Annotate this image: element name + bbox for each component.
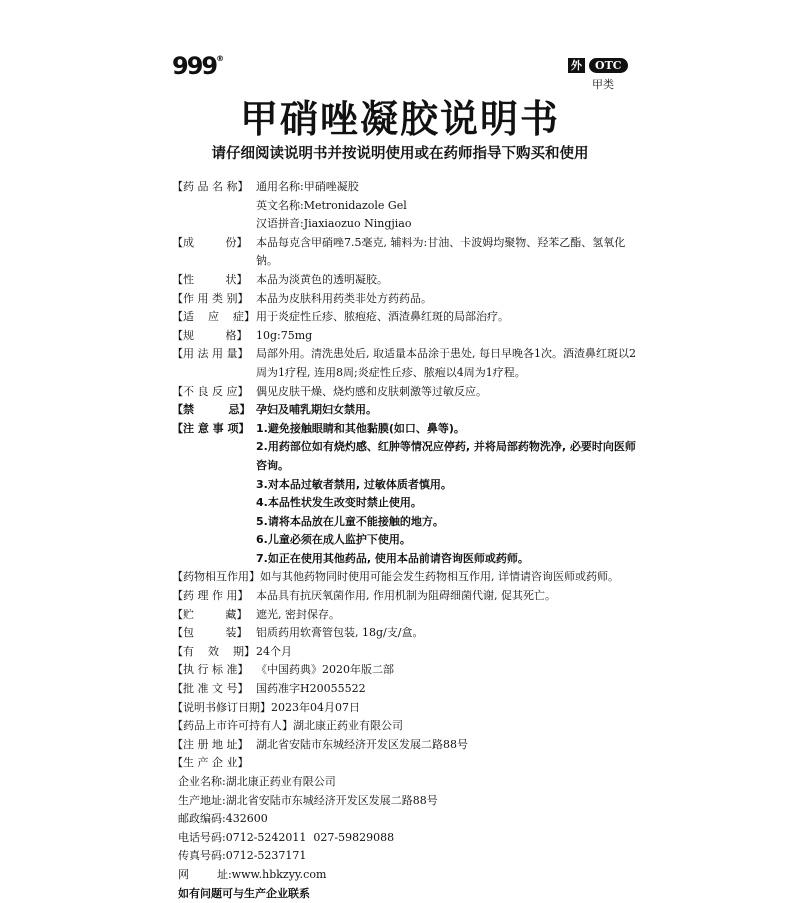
document-title: 甲硝唑凝胶说明书 <box>239 96 560 141</box>
precaution-item: 咨询。 <box>256 458 289 472</box>
section-value: 《中国药典》2020年版二部 <box>256 663 394 677</box>
section-label: 【注 意 事 项】 <box>172 421 250 435</box>
section-label: 【药品上市许可持有人】 <box>172 719 293 733</box>
english-name: 英文名称:Metronidazole Gel <box>256 198 407 212</box>
section-revision <box>172 699 642 718</box>
logo-text: 999 <box>172 52 217 80</box>
precaution-row <box>172 438 642 457</box>
manufacturer-address: 生产地址:湖北省安陆市东城经济开发区发展二路88号 <box>178 793 438 807</box>
contact-note <box>172 885 642 903</box>
section-ingredients <box>172 234 642 271</box>
manufacturer-name: 企业名称:湖北康正药业有限公司 <box>178 775 336 788</box>
section-value: 如与其他药物同时使用可能会发生药物相互作用, 详情请咨询医师或药师。 <box>260 570 619 584</box>
precaution-row <box>172 457 642 476</box>
section-label: 【执 行 标 准】 <box>172 663 249 677</box>
manufacturer-address-row <box>172 792 642 811</box>
section-label: 【禁 忌】 <box>172 403 251 417</box>
pinyin-name: 汉语拼音:Jiaxiaozuo Ningjiao <box>256 217 412 231</box>
section-manufacturer <box>172 754 642 773</box>
contact-note-text: 如有问题可与生产企业联系 <box>178 886 310 900</box>
section-label: 【性 状】 <box>172 272 248 286</box>
section-label: 【有 效 期】 <box>172 644 255 658</box>
precaution-item: 2.用药部位如有烧灼感、红肿等情况应停药, 并将局部药物洗净, 必要时向医师 <box>256 440 636 454</box>
manufacturer-website: 网 址:www.hbkzyy.com <box>178 867 327 881</box>
manufacturer-fax-row <box>172 847 642 866</box>
section-name <box>172 178 642 197</box>
section-label: 【药物相互作用】 <box>172 570 260 584</box>
section-value: 周为1疗程, 连用8周;炎症性丘疹、脓疱以4周为1疗程。 <box>256 365 526 379</box>
section-value: 用于炎症性丘疹、脓疱疮、酒渣鼻红斑的局部治疗。 <box>256 310 509 324</box>
section-storage <box>172 606 642 625</box>
precaution-item: 3.对本品过敏者禁用, 过敏体质者慎用。 <box>256 477 452 491</box>
section-label: 【不 良 反 应】 <box>172 384 249 398</box>
registered-mark: ® <box>216 54 225 63</box>
section-contraindications <box>172 401 642 420</box>
section-value: 本品每克含甲硝唑7.5毫克, 辅料为:甘油、卡波姆均聚物、羟苯乙酯、氢氧化钠。 <box>256 235 626 268</box>
english-name-row <box>172 197 642 216</box>
precaution-row <box>172 550 642 569</box>
precaution-item: 6.儿童必须在成人监护下使用。 <box>256 533 411 547</box>
section-value: 铝质药用软膏管包装, 18g/支/盒。 <box>256 626 424 640</box>
pinyin-row <box>172 215 642 234</box>
section-value: 局部外用。清洗患处后, 取适量本品涂于患处, 每日早晚各1次。酒渣鼻红斑以2 <box>256 347 636 361</box>
section-pharmacology <box>172 587 642 606</box>
section-specification <box>172 327 642 346</box>
section-label: 【成 份】 <box>172 235 248 249</box>
section-value: 孕妇及哺乳期妇女禁用。 <box>256 403 377 417</box>
section-value: 遮光, 密封保存。 <box>256 607 340 621</box>
section-value: 10g:75mg <box>256 328 313 342</box>
section-value: 偶见皮肤干燥、烧灼感和皮肤刺激等过敏反应。 <box>256 384 487 398</box>
precaution-item: 7.如正在使用其他药品, 使用本品前请咨询医师或药师。 <box>256 551 529 565</box>
manufacturer-fax: 传真号码:0712-5237171 <box>178 849 307 863</box>
section-standard <box>172 661 642 680</box>
section-package <box>172 624 642 643</box>
section-indications <box>172 308 642 327</box>
section-value: 湖北省安陆市东城经济开发区发展二路88号 <box>256 737 468 751</box>
section-label: 【作 用 类 别】 <box>172 291 249 305</box>
document-subtitle: 请仔细阅读说明书并按说明使用或在药师指导下购买和使用 <box>211 146 589 162</box>
section-value: 本品为皮肤科用药类非处方药药品。 <box>256 291 432 305</box>
section-dosage <box>172 345 642 364</box>
section-label: 【包 装】 <box>172 626 248 640</box>
precaution-row <box>172 513 642 532</box>
section-value: 2023年04月07日 <box>271 700 360 714</box>
precaution-item: 5.请将本品放在儿童不能接触的地方。 <box>256 514 444 528</box>
section-label: 【说明书修订日期】 <box>172 700 271 714</box>
precaution-item: 4.本品性状发生改变时禁止使用。 <box>256 496 422 510</box>
section-label: 【批 准 文 号】 <box>172 682 249 696</box>
section-appearance <box>172 271 642 290</box>
section-value: 国药准字H20055522 <box>256 682 366 696</box>
precaution-item: 1.避免接触眼睛和其他黏膜(如口、鼻等)。 <box>256 421 465 435</box>
brand-logo <box>172 52 224 80</box>
external-use-badge: 外 <box>568 58 585 73</box>
section-label: 【注 册 地 址】 <box>172 737 249 751</box>
dosage-continued <box>172 364 642 383</box>
section-holder <box>172 717 642 736</box>
generic-name: 通用名称:甲硝唑凝胶 <box>256 180 359 193</box>
section-validity <box>172 643 642 662</box>
section-label: 【规 格】 <box>172 328 248 342</box>
section-interactions <box>172 568 642 587</box>
section-value: 24个月 <box>256 644 292 658</box>
manufacturer-phone-row <box>172 829 642 848</box>
section-reg-address <box>172 736 642 755</box>
section-label: 【药 品 名 称】 <box>172 180 249 193</box>
precaution-row <box>172 531 642 550</box>
manufacturer-postcode-row <box>172 810 642 829</box>
manufacturer-postcode: 邮政编码:432600 <box>178 812 268 826</box>
section-label: 【生 产 企 业】 <box>172 756 249 770</box>
otc-badge-group <box>568 58 638 92</box>
section-label: 【贮 藏】 <box>172 607 248 621</box>
manufacturer-website-row <box>172 866 642 885</box>
manufacturer-phone: 电话号码:0712-5242011 027-59829088 <box>178 830 395 844</box>
otc-badge: OTC <box>589 58 628 73</box>
section-value: 本品具有抗厌氧菌作用, 作用机制为阻碍细菌代谢, 促其死亡。 <box>256 589 556 603</box>
section-label: 【适 应 症】 <box>172 310 255 324</box>
section-precautions <box>172 420 642 439</box>
section-adverse <box>172 383 642 402</box>
section-approval <box>172 680 642 699</box>
manufacturer-name-row <box>172 773 642 792</box>
precaution-row <box>172 494 642 513</box>
otc-class-label: 甲类 <box>592 78 614 91</box>
section-category <box>172 290 642 309</box>
section-value: 本品为淡黄色的透明凝胶。 <box>256 272 388 286</box>
section-label: 【用 法 用 量】 <box>172 347 249 361</box>
section-label: 【药 理 作 用】 <box>172 589 249 603</box>
section-value: 湖北康正药业有限公司 <box>293 719 403 733</box>
leaflet-body <box>172 178 642 903</box>
precaution-row <box>172 476 642 495</box>
